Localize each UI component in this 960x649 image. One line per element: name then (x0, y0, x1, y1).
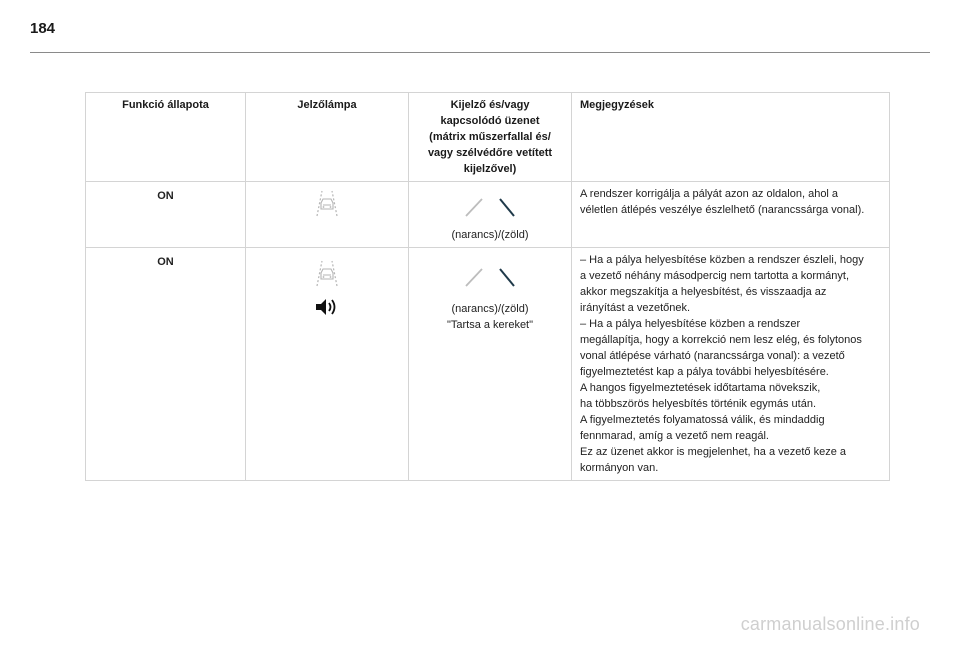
header-display (409, 93, 572, 182)
header-notes: Megjegyzések (572, 93, 890, 182)
lane-assist-icon (310, 188, 344, 218)
lane-assist-icon (310, 258, 344, 288)
header-rule (30, 52, 930, 53)
note-line: A hangos figyelmeztetések időtartama növekszik, (580, 382, 821, 394)
note-line: Ez az üzenet akkor is megjelenhet, ha a vezető keze a (580, 446, 846, 458)
speaker-icon (313, 296, 341, 318)
header-display-line: kapcsolódó üzenet (440, 115, 540, 127)
table-row (86, 248, 890, 481)
note-line: irányítást a vezetőnek. (580, 302, 691, 314)
note-line: – Ha a pálya helyesbítése közben a rendszer (580, 318, 801, 330)
notes-cell (572, 248, 890, 481)
state-cell: ON (86, 248, 246, 481)
lamp-cell (246, 182, 409, 248)
note-line: a vezető néhány másodpercig nem tartotta a kormányt, (580, 270, 850, 282)
table-row (86, 182, 890, 248)
display-text: (narancs)/(zöld) (451, 229, 529, 241)
lamp-cell (246, 248, 409, 481)
display-cell (409, 248, 572, 481)
header-display-line: Kijelző és/vagy (450, 99, 530, 111)
display-text: (narancs)/(zöld) (451, 303, 529, 315)
lane-assist-table (85, 92, 890, 481)
note-line: – Ha a pálya helyesbítése közben a rendszer észleli, hogy (580, 254, 864, 266)
notes-cell (572, 182, 890, 248)
header-function-state: Funkció állapota (86, 93, 246, 182)
header-display-line: vagy szélvédőre vetített (427, 147, 553, 159)
note-line: figyelmeztetést kap a pálya további helyesbítésére. (580, 366, 829, 378)
display-cell (409, 182, 572, 248)
header-display-line: (mátrix műszerfallal és/ (429, 131, 551, 143)
note-line: vonal átlépése várható (narancssárga vonal): a vezető (580, 350, 845, 362)
lane-lines-icon (460, 196, 520, 218)
note-line: akkor megszakítja a helyesbítést, és visszaadja az (580, 286, 827, 298)
note-line: ha többszörös helyesbítés történik egymás után. (580, 398, 817, 410)
note-line: A figyelmeztetés folyamatossá válik, és mindaddig (580, 414, 825, 426)
note-line: A rendszer korrigálja a pályát azon az oldalon, ahol a (580, 188, 839, 200)
note-line: véletlen átlépés veszélye észlelhető (narancssárga vonal). (580, 204, 865, 216)
header-lamp: Jelzőlámpa (246, 93, 409, 182)
state-cell: ON (86, 182, 246, 248)
header-display-line: kijelzővel) (463, 163, 517, 175)
note-line: kormányon van. (580, 462, 659, 474)
lane-lines-icon (460, 266, 520, 288)
display-message: "Tartsa a kereket" (446, 319, 534, 331)
page-number: 184 (30, 20, 56, 37)
note-line: megállapítja, hogy a korrekció nem lesz elég, és folytonos (580, 334, 862, 346)
note-line: fennmarad, amíg a vezető nem reagál. (580, 430, 769, 442)
table-header-row (86, 93, 890, 182)
watermark: carmanualsonline.info (740, 614, 920, 634)
